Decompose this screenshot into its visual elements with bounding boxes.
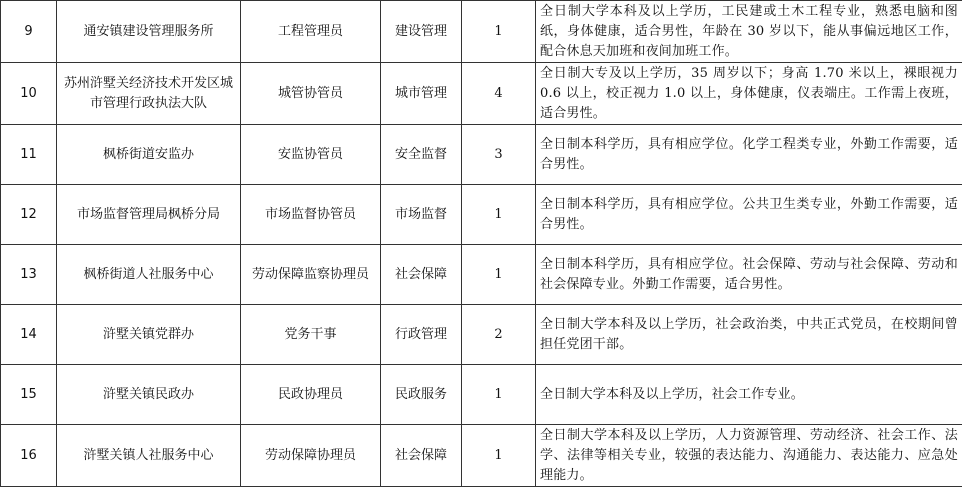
requirements: 全日制大学本科及以上学历，人力资源管理、劳动经济、社会工作、法学、法律等相关专业，较强的表达能力、沟通能力、表达能力、应急处理能力。 <box>536 425 962 487</box>
table-body <box>1 1 962 487</box>
position-title: 安监协管员 <box>241 125 381 185</box>
row-number: 14 <box>1 305 57 365</box>
headcount: 2 <box>462 305 536 365</box>
headcount: 3 <box>462 125 536 185</box>
employer-unit: 浒墅关镇人社服务中心 <box>57 425 241 487</box>
position-category: 市场监督 <box>381 185 462 245</box>
requirements: 全日制大学本科及以上学历，社会政治类，中共正式党员，在校期间曾担任党团干部。 <box>536 305 962 365</box>
position-title: 劳动保障协理员 <box>241 425 381 487</box>
table-row <box>1 63 962 125</box>
position-category: 行政管理 <box>381 305 462 365</box>
employer-unit: 浒墅关镇民政办 <box>57 365 241 425</box>
row-number: 12 <box>1 185 57 245</box>
position-category: 城市管理 <box>381 63 462 125</box>
row-number: 10 <box>1 63 57 125</box>
headcount: 1 <box>462 365 536 425</box>
employer-unit: 枫桥街道安监办 <box>57 125 241 185</box>
position-title: 民政协理员 <box>241 365 381 425</box>
row-number: 16 <box>1 425 57 487</box>
requirements: 全日制大专及以上学历，35 周岁以下；身高 1.70 米以上，裸眼视力 0.6 以上，校正视力 1.0 以上，身体健康，仪表端庄。工作需上夜班，适合男性。 <box>536 63 962 125</box>
row-number: 15 <box>1 365 57 425</box>
position-category: 建设管理 <box>381 1 462 63</box>
table-row <box>1 125 962 185</box>
requirements: 全日制本科学历，具有相应学位。社会保障、劳动与社会保障、劳动和社会保障专业。外勤工作需要，适合男性。 <box>536 245 962 305</box>
headcount: 1 <box>462 425 536 487</box>
headcount: 1 <box>462 245 536 305</box>
headcount: 1 <box>462 185 536 245</box>
table-row <box>1 425 962 487</box>
headcount: 1 <box>462 1 536 63</box>
requirements: 全日制本科学历，具有相应学位。公共卫生类专业，外勤工作需要，适合男性。 <box>536 185 962 245</box>
row-number: 13 <box>1 245 57 305</box>
row-number: 9 <box>1 1 57 63</box>
table-row <box>1 1 962 63</box>
row-number: 11 <box>1 125 57 185</box>
employer-unit: 通安镇建设管理服务所 <box>57 1 241 63</box>
table-row <box>1 245 962 305</box>
headcount: 4 <box>462 63 536 125</box>
position-title: 市场监督协管员 <box>241 185 381 245</box>
position-title: 城管协管员 <box>241 63 381 125</box>
requirements: 全日制本科学历，具有相应学位。化学工程类专业，外勤工作需要，适合男性。 <box>536 125 962 185</box>
employer-unit: 苏州浒墅关经济技术开发区城市管理行政执法大队 <box>57 63 241 125</box>
table-row <box>1 305 962 365</box>
position-category: 安全监督 <box>381 125 462 185</box>
employer-unit: 枫桥街道人社服务中心 <box>57 245 241 305</box>
position-title: 党务干事 <box>241 305 381 365</box>
position-title: 工程管理员 <box>241 1 381 63</box>
employer-unit: 浒墅关镇党群办 <box>57 305 241 365</box>
position-category: 社会保障 <box>381 425 462 487</box>
table-row <box>1 185 962 245</box>
employer-unit: 市场监督管理局枫桥分局 <box>57 185 241 245</box>
requirements: 全日制大学本科及以上学历，社会工作专业。 <box>536 365 962 425</box>
position-title: 劳动保障监察协理员 <box>241 245 381 305</box>
requirements: 全日制大学本科及以上学历，工民建或土木工程专业，熟悉电脑和图纸，身体健康，适合男性，年龄在 30 岁以下，能从事偏远地区工作，配合休息天加班和夜间加班工作。 <box>536 1 962 63</box>
table-row <box>1 365 962 425</box>
position-category: 民政服务 <box>381 365 462 425</box>
position-category: 社会保障 <box>381 245 462 305</box>
